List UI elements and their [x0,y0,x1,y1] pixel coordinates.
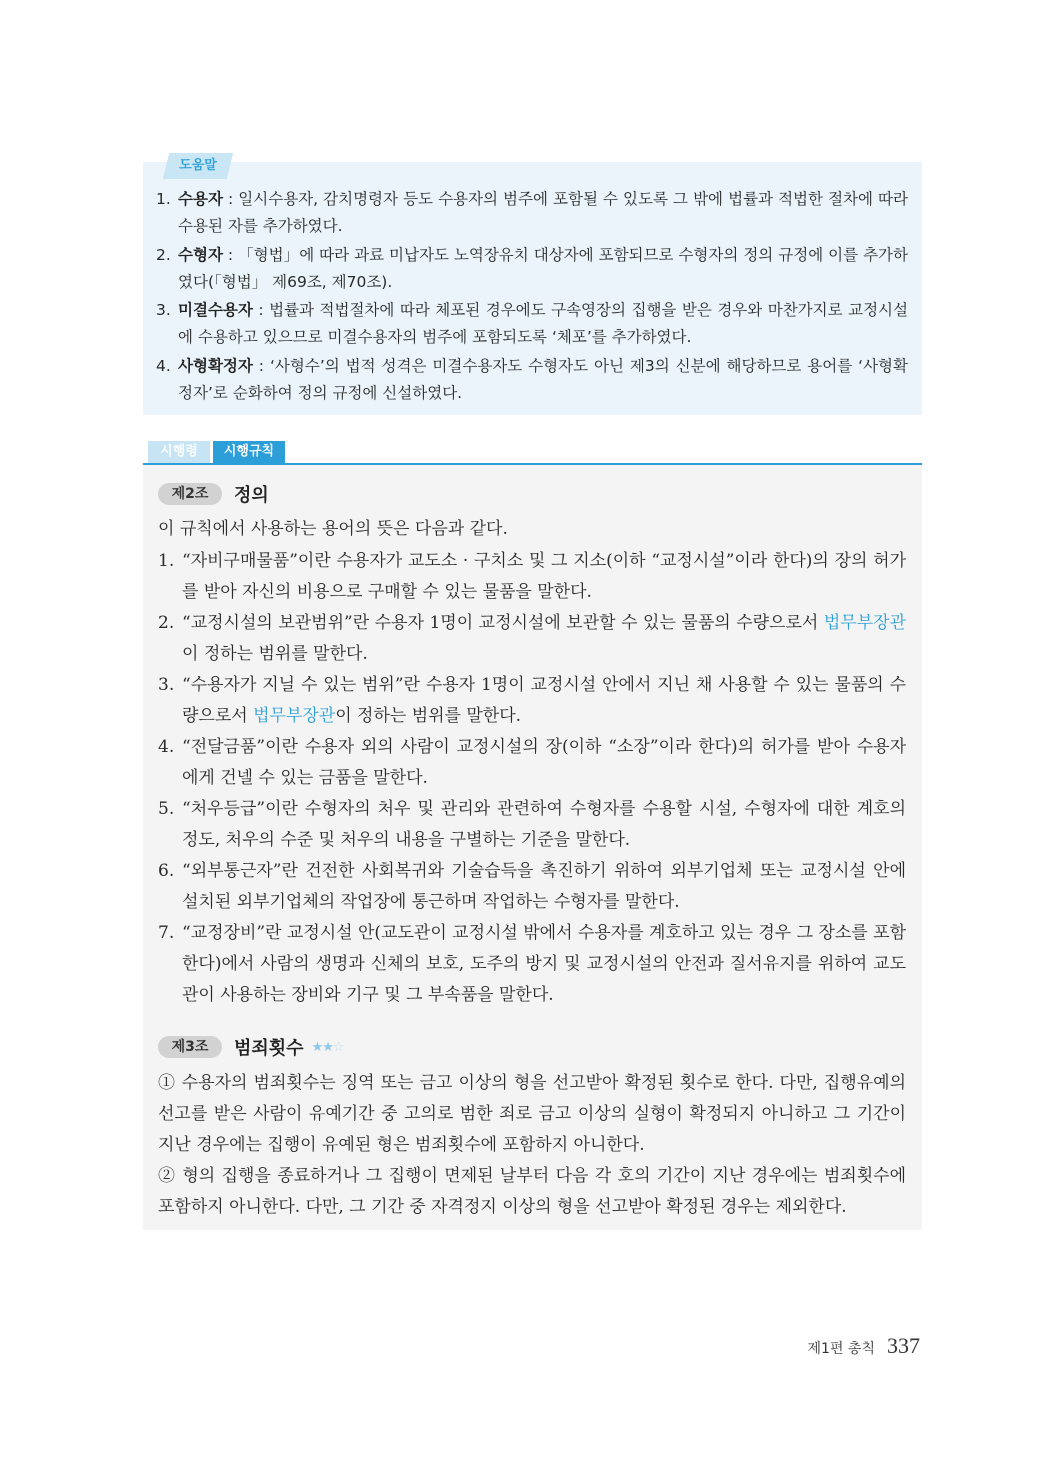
definition-item [158,732,906,794]
article-2-definitions [158,546,906,1011]
definition-text-pre: “수용자가 지닐 수 있는 범위”란 수용자 1명이 교정시설 안에서 지닌 채 사용할 수 있는 물품의 수량으로서 [182,675,906,726]
article-3-heading [158,1034,344,1060]
article-2-intro: 이 규칙에서 사용하는 용어의 뜻은 다음과 같다. [158,519,508,539]
help-item-body: 법률과 적법절차에 따라 체포된 경우에도 구속영장의 집행을 받은 경우와 마찬가지로 교정시설에 수용하고 있으므로 미결수용자의 범주에 포함되도록 ‘체포’를 추가하였다. [178,301,908,347]
help-item-separator: : [222,245,239,264]
definition-text: “처우등급”이란 수형자의 처우 및 관리와 관련하여 수형자를 수용할 시설, 수형자에 대한 계호의 정도, 처우의 수준 및 처우의 내용을 구별하는 기준을 말한다. [182,799,906,850]
help-item-number: 2. [156,245,171,264]
article-3-paragraph: ① 수용자의 범죄횟수는 징역 또는 금고 이상의 형을 선고받아 확정된 횟수로 한다. 다만, 집행유예의 선고를 받은 사람이 유예기간 중 고의로 범한 죄로 금고 이상의 실형이 확정되지 아니하고 그 기간이 지난 경우에는 집행이 유예된 형은 범죄횟수에 포함하지 아니한다. [158,1073,906,1155]
page-number: 337 [887,1333,920,1358]
importance-stars [312,1040,344,1055]
definition-text: “교정장비”란 교정시설 안(교도관이 교정시설 밖에서 수용자를 계호하고 있는 경우 그 장소를 포함한다)에서 사람의 생명과 신체의 보호, 도주의 방지 및 교정시설의 안전과 질서유지를 위하여 교도관이 사용하는 장비와 기구 및 그 부속품을 말한다. [182,923,906,1005]
help-item [156,297,908,352]
article-3-paragraph: ② 형의 집행을 종료하거나 그 집행이 면제된 날부터 다음 각 호의 기간이 지난 경우에는 범죄횟수에 포함하지 아니한다. 다만, 그 기간 중 자격정지 이상의 형을 선고받아 확정된 경우는 제외한다. [158,1166,906,1217]
article-3-paragraphs [158,1068,906,1223]
definition-text [182,670,906,732]
definition-item [158,918,906,1011]
help-item-term: 수형자 [178,245,223,264]
definition-text: “자비구매물품”이란 수용자가 교도소 · 구치소 및 그 지소(이하 “교정시설”이라 한다)의 장의 허가를 받아 자신의 비용으로 구매할 수 있는 물품을 말한다. [182,551,906,602]
article-2-title: 정의 [234,485,269,506]
article-2-heading [158,481,269,507]
help-item-number: 3. [156,301,171,320]
help-item-text [178,353,908,408]
help-item [156,242,908,297]
help-item-separator: : [252,301,270,320]
definition-text [182,608,906,670]
definition-item [158,856,906,918]
definition-number: 1. [158,551,175,571]
help-item-number: 4. [156,356,171,375]
page-footer [808,1333,920,1359]
definition-item [158,670,906,732]
definition-item [158,608,906,670]
definition-item [158,546,906,608]
article-3-title: 범죄횟수 [234,1038,304,1059]
definition-number: 6. [158,861,175,881]
help-item-term: 수용자 [178,190,223,208]
help-list [156,186,908,408]
help-tab-label: 도움말 [179,158,217,173]
definition-item [158,794,906,856]
tab-enforcement-decree[interactable]: 시행령 [148,441,210,463]
help-item-number: 1. [156,190,171,208]
definition-text-pre: “교정시설의 보관범위”란 수용자 1명이 교정시설에 보관할 수 있는 물품의 수량으로서 [182,613,824,633]
star-filled-icon: ★★ [311,1039,333,1055]
definition-number: 5. [158,799,175,819]
definition-text-post: 이 정하는 범위를 말한다. [335,706,522,726]
help-item [156,186,908,241]
help-item-separator: : [222,190,239,208]
definition-number: 3. [158,675,175,695]
star-empty-icon: ☆ [332,1039,344,1055]
minister-link[interactable]: 법무부장관 [253,706,336,726]
definition-text-post: 이 정하는 범위를 말한다. [182,644,368,664]
definition-number: 7. [158,923,175,943]
minister-link[interactable]: 법무부장관 [823,613,906,633]
help-item-text [178,186,908,241]
help-item-body: ‘사형수’의 법적 성격은 미결수용자도 수형자도 아닌 제3의 신분에 해당하므로 용어를 ‘사형확정자’로 순화하여 정의 규정에 신설하였다. [178,356,909,403]
definition-number: 2. [158,613,175,633]
help-item [156,353,908,408]
definition-text: “전달금품”이란 수용자 외의 사람이 교정시설의 장(이하 “소장”이라 한다)의 허가를 받아 수용자에게 건넬 수 있는 금품을 말한다. [182,737,906,788]
help-item-body: 「형법」에 따라 과료 미납자도 노역장유치 대상자에 포함되므로 수형자의 정의 규정에 이를 추가하였다(「형법」 제69조, 제70조). [178,245,908,291]
tab-enforcement-rules[interactable]: 시행규칙 [213,441,285,463]
help-item-separator: : [252,356,270,375]
article-2-badge: 제2조 [158,483,222,505]
definition-number: 4. [158,737,175,757]
help-item-text [178,242,908,297]
article-3-badge: 제3조 [158,1036,222,1058]
help-item-text [178,297,908,352]
footer-section-label: 제1편 총칙 [807,1341,875,1357]
help-item-term: 사형확정자 [178,356,253,375]
help-item-body: 일시수용자, 감치명령자 등도 수용자의 범주에 포함될 수 있도록 그 밖에 법률과 적법한 절차에 따라 수용된 자를 추가하였다. [178,190,908,236]
definition-text: “외부통근자”란 건전한 사회복귀와 기술습득을 촉진하기 위하여 외부기업체 또는 교정시설 안에 설치된 외부기업체의 작업장에 통근하며 작업하는 수형자를 말한다. [182,861,906,912]
help-item-term: 미결수용자 [178,301,253,320]
